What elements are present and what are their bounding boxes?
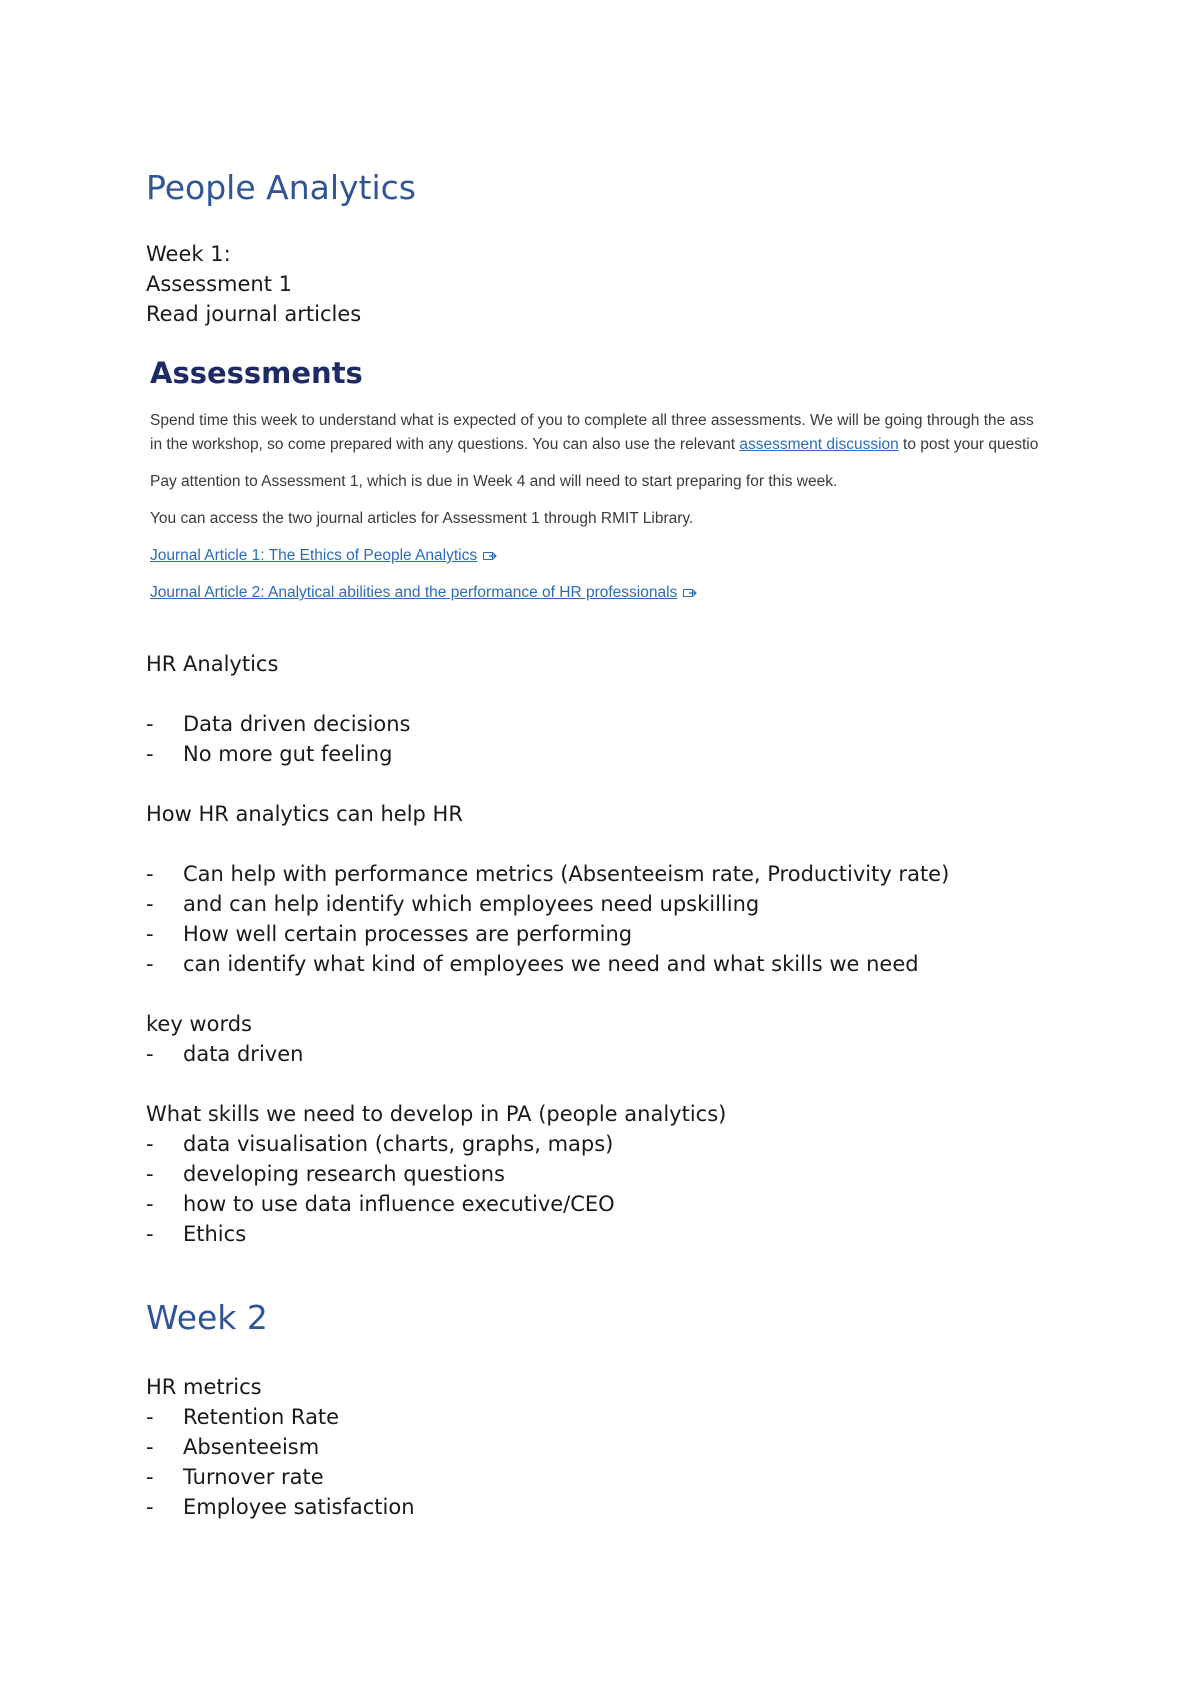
list-item-text: data driven: [183, 1042, 304, 1066]
list-item-text: Can help with performance metrics (Absenteeism rate, Productivity rate): [183, 862, 950, 886]
assessment-discussion-link[interactable]: assessment discussion: [739, 436, 899, 453]
bullet-marker: -: [146, 1495, 154, 1519]
how-help-heading: How HR analytics can help HR: [146, 802, 463, 826]
bullet-marker: -: [146, 1465, 154, 1489]
list-item-text: can identify what kind of employees we need and what skills we need: [183, 952, 919, 976]
list-item-text: how to use data influence executive/CEO: [183, 1192, 615, 1216]
assessments-heading: Assessments: [150, 356, 363, 390]
external-link-icon: [683, 588, 697, 598]
bullet-marker: -: [146, 1042, 154, 1066]
hr-metrics-heading: HR metrics: [146, 1375, 262, 1399]
list-item: [146, 741, 392, 767]
list-item: [146, 1434, 319, 1460]
bullet-marker: -: [146, 1222, 154, 1246]
bullet-marker: -: [146, 1405, 154, 1429]
bullet-marker: -: [146, 712, 154, 736]
list-item: [146, 1161, 505, 1187]
list-item-text: Data driven decisions: [183, 712, 411, 736]
list-item-text: Retention Rate: [183, 1405, 340, 1429]
week1-assessment: Assessment 1: [146, 272, 293, 296]
list-item-text: Employee satisfaction: [183, 1495, 415, 1519]
list-item: [146, 711, 410, 737]
list-item: [146, 891, 759, 917]
list-item-text: Ethics: [183, 1222, 247, 1246]
list-item-text: developing research questions: [183, 1162, 505, 1186]
assessments-para1-line1: Spend time this week to understand what is expected of you to complete all three assessments. We will be going through the ass: [150, 412, 1034, 429]
external-link-icon: [483, 551, 497, 561]
hr-analytics-heading: HR Analytics: [146, 652, 279, 676]
document-title: People Analytics: [146, 168, 416, 207]
list-item: [146, 921, 632, 947]
skills-heading: What skills we need to develop in PA (people analytics): [146, 1102, 727, 1126]
bullet-marker: -: [146, 892, 154, 916]
list-item: [146, 1464, 324, 1490]
list-item: [146, 1191, 615, 1217]
bullet-marker: -: [146, 1192, 154, 1216]
journal-article-2-row: [150, 580, 697, 605]
assessments-para3: You can access the two journal articles for Assessment 1 through RMIT Library.: [150, 510, 694, 527]
list-item-text: Absenteeism: [183, 1435, 320, 1459]
week2-title: Week 2: [146, 1298, 268, 1337]
journal-article-1-link[interactable]: Journal Article 1: The Ethics of People Analytics: [150, 547, 478, 564]
list-item-text: data visualisation (charts, graphs, maps): [183, 1132, 614, 1156]
bullet-marker: -: [146, 1162, 154, 1186]
bullet-marker: -: [146, 952, 154, 976]
assessments-screenshot: [150, 352, 1066, 612]
list-item: [146, 1494, 415, 1520]
bullet-marker: -: [146, 1435, 154, 1459]
list-item-text: Turnover rate: [183, 1465, 324, 1489]
list-item: [146, 1041, 303, 1067]
para1-post-text: to post your questio: [898, 436, 1039, 453]
para1-pre-text: in the workshop, so come prepared with any questions. You can also use the relevant: [150, 436, 740, 453]
assessments-para1-line2: [150, 432, 1038, 457]
week1-label: Week 1:: [146, 242, 231, 266]
key-words-heading: key words: [146, 1012, 252, 1036]
list-item: [146, 1404, 339, 1430]
list-item: [146, 1221, 246, 1247]
journal-article-1-row: [150, 543, 497, 568]
journal-article-2-link[interactable]: Journal Article 2: Analytical abilities and the performance of HR professionals: [150, 584, 678, 601]
list-item-text: How well certain processes are performing: [183, 922, 633, 946]
bullet-marker: -: [146, 862, 154, 886]
list-item: [146, 1131, 613, 1157]
list-item: [146, 861, 949, 887]
list-item-text: No more gut feeling: [183, 742, 393, 766]
week1-task: Read journal articles: [146, 302, 362, 326]
bullet-marker: -: [146, 922, 154, 946]
bullet-marker: -: [146, 742, 154, 766]
list-item-text: and can help identify which employees need upskilling: [183, 892, 760, 916]
list-item: [146, 951, 919, 977]
assessments-para2: Pay attention to Assessment 1, which is due in Week 4 and will need to start preparing for this week.: [150, 473, 838, 490]
bullet-marker: -: [146, 1132, 154, 1156]
